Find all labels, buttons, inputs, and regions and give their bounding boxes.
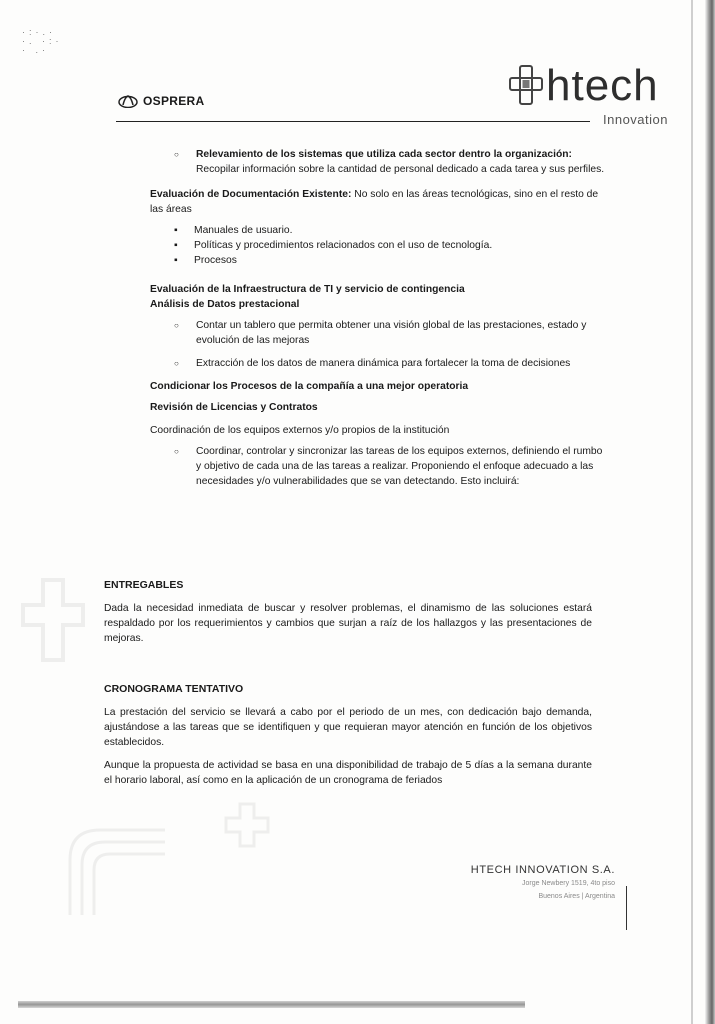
header-divider xyxy=(116,121,590,122)
schedule-heading: CRONOGRAMA TENTATIVO xyxy=(104,683,244,695)
square-bullet-icon: ▪ xyxy=(174,255,178,266)
deliverables-section xyxy=(104,578,592,654)
list-item xyxy=(150,147,608,177)
osprera-emblem-icon xyxy=(118,94,138,108)
section-heading: Análisis de Datos prestacional xyxy=(150,299,300,310)
list-item-title: Relevamiento de los sistemas que utiliza cada sector dentro la organización: xyxy=(196,149,572,160)
paragraph xyxy=(150,187,608,217)
htech-cross-icon xyxy=(508,64,544,106)
htech-logo xyxy=(508,61,668,127)
footer-divider xyxy=(626,886,627,930)
circle-bullet-icon: ○ xyxy=(174,447,179,456)
section-heading: Evaluación de la Infraestructura de TI y servicio de contingencia xyxy=(150,284,465,295)
list-item xyxy=(150,238,608,253)
list-item-text: Políticas y procedimientos relacionados con el uso de tecnología. xyxy=(194,240,493,251)
list-item-text: Coordinar, controlar y sincronizar las tareas de los equipos externos, definiendo el rumbo y objetivo de cada una de las tareas a realizar. Proponiendo el enfoque adecuado a las necesidades y/o vulnerabilidades que se van detectando. Esto incluirá: xyxy=(196,446,603,487)
paragraph-text: No solo en las áreas tecnológicas, sino en el resto de las áreas xyxy=(150,189,599,215)
list-item xyxy=(150,444,608,489)
square-bullet-icon: ▪ xyxy=(174,240,178,251)
scan-line-right xyxy=(691,0,693,1024)
list-item-text: Extracción de los datos de manera dinámica para fortalecer la toma de decisiones xyxy=(196,358,571,369)
htech-logo-tagline: Innovation xyxy=(603,112,668,127)
footer-address-line: Buenos Aires | Argentina xyxy=(538,893,615,900)
deliverables-heading: ENTREGABLES xyxy=(104,579,184,591)
osprera-logo xyxy=(118,94,204,108)
scan-edge-right xyxy=(705,0,715,1024)
schedule-section xyxy=(104,682,592,796)
section-heading: Condicionar los Procesos de la compañía a una mejor operatoria xyxy=(150,381,469,392)
list-item-text: Contar un tablero que permita obtener una visión global de las prestaciones, estado y evolución de las mejoras xyxy=(196,320,587,346)
list-item xyxy=(150,223,608,238)
watermark-curves-icon xyxy=(60,820,170,920)
deliverables-text: Dada la necesidad inmediata de buscar y resolver problemas, el dinamismo de las soluciones estará respaldado por los requerimientos y cambios que surjan a raíz de los hallazgos y las presentaciones de mejoras. xyxy=(104,603,592,644)
osprera-logo-text: OSPRERA xyxy=(143,94,205,108)
paragraph-title: Evaluación de Documentación Existente: xyxy=(150,189,352,200)
watermark-cross-icon xyxy=(18,575,88,665)
footer-address-line: Jorge Newbery 1519, 4to piso xyxy=(522,880,615,887)
list-item-text: Procesos xyxy=(194,255,237,266)
list-item-text: Recopilar información sobre la cantidad de personal dedicado a cada tarea y sus perfiles. xyxy=(196,164,605,175)
list-item xyxy=(150,253,608,268)
watermark-small-cross-icon xyxy=(222,800,272,850)
circle-bullet-icon: ○ xyxy=(174,359,179,368)
list-item-text: Manuales de usuario. xyxy=(194,225,293,236)
htech-logo-text: htech xyxy=(546,61,659,110)
square-bullet-icon: ▪ xyxy=(174,225,178,236)
circle-bullet-icon: ○ xyxy=(174,150,179,159)
section-heading: Revisión de Licencias y Contratos xyxy=(150,402,318,413)
list-item xyxy=(150,318,608,348)
list-item xyxy=(150,356,608,371)
circle-bullet-icon: ○ xyxy=(174,321,179,330)
scan-edge-bottom xyxy=(18,1001,525,1008)
section-heading: Coordinación de los equipos externos y/o propios de la institución xyxy=(150,425,450,436)
footer-company: HTECH INNOVATION S.A. xyxy=(470,864,615,876)
schedule-paragraph: La prestación del servicio se llevará a cabo por el periodo de un mes, con dedicación bajo demanda, ajustándose a las tareas que se identifiquen y que requieran mayor atención en función de los objetivos establecidos. xyxy=(104,707,592,748)
schedule-paragraph: Aunque la propuesta de actividad se basa en una disponibilidad de trabajo de 5 días a la semana durante el horario laboral, así como en la aplicación de un cronograma de feriados xyxy=(104,760,592,786)
footer xyxy=(471,864,615,902)
main-content xyxy=(150,147,608,497)
scan-specks: ·:·.· ·. ·:· · .· xyxy=(22,27,63,55)
